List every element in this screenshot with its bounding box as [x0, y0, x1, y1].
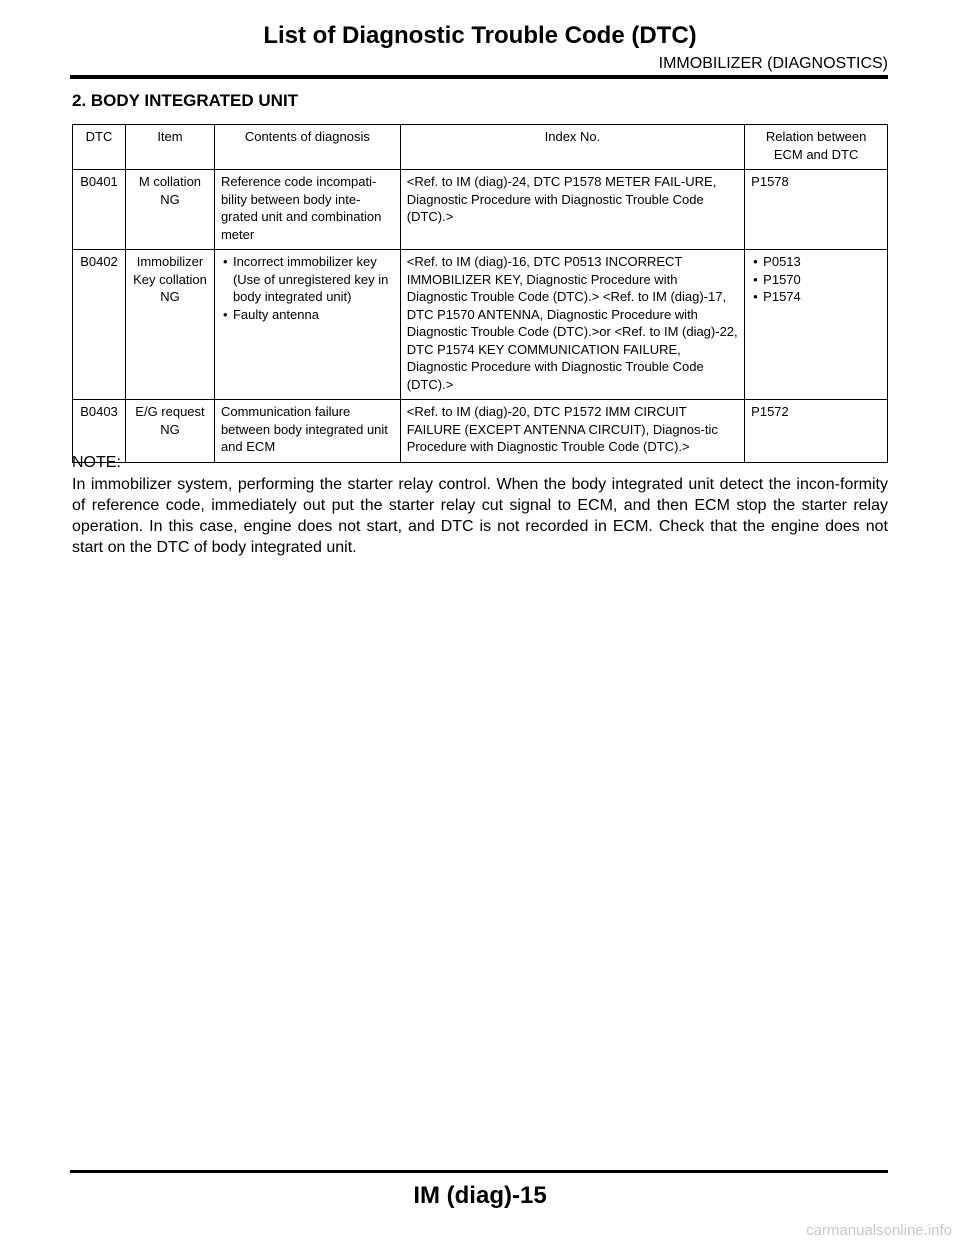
relation-bullet-item: • P1570 [751, 271, 881, 289]
item-cell: E/G request NG [125, 400, 214, 463]
section-label: IMMOBILIZER (DIAGNOSTICS) [658, 55, 888, 72]
column-header: Item [125, 125, 214, 170]
item-cell: Immobilizer Key collation NG [125, 250, 214, 400]
note-label: NOTE: [72, 454, 121, 471]
column-header: DTC [73, 125, 126, 170]
relation-bullet-item: • P1574 [751, 288, 881, 306]
page-number: IM (diag)-15 [413, 1182, 547, 1209]
relation-bullet-item: • P0513 [751, 253, 881, 271]
dtc-table [72, 124, 888, 463]
dtc-code-cell: B0403 [73, 400, 126, 463]
index-cell: <Ref. to IM (diag)-16, DTC P0513 INCORRECT IMMOBILIZER KEY, Diagnostic Procedure with Diagnostic Trouble Code (DTC).> <Ref. to IM (diag)-17, DTC P1570 ANTENNA, Diagnostic Procedure with Diagnostic Trouble Code (DTC).>or <Ref. to IM (diag)-22, DTC P1574 KEY COMMUNICATION FAILURE, Diagnostic Procedure with Diagnostic Trouble Code (DTC).> [400, 250, 744, 400]
contents-bullet-item: • Faulty antenna [221, 306, 394, 324]
column-header: Contents of diagnosis [214, 125, 400, 170]
note-text: In immobilizer system, performing the starter relay control. When the body integrated unit detect the incon-formity of reference code, immediately out put the starter relay cut signal to ECM, and then ECM stop the starter relay operation. In this case, engine does not start, and DTC is not recorded in ECM. Check that the engine does not start on the DTC of body integrated unit. [72, 476, 888, 556]
dtc-code-cell: B0402 [73, 250, 126, 400]
section-heading: 2. BODY INTEGRATED UNIT [72, 91, 299, 110]
contents-cell: Reference code incompati-bility between body inte-grated unit and combination meter [214, 170, 400, 250]
index-cell: <Ref. to IM (diag)-24, DTC P1578 METER FAIL-URE, Diagnostic Procedure with Diagnostic Trouble Code (DTC).> [400, 170, 744, 250]
table-header-row [73, 125, 888, 170]
page-title: List of Diagnostic Trouble Code (DTC) [263, 22, 697, 49]
contents-cell [214, 250, 400, 400]
table-row [73, 400, 888, 463]
column-header: Index No. [400, 125, 744, 170]
footer-rule [70, 1170, 888, 1173]
table-row [73, 250, 888, 400]
watermark: carmanualsonline.info [806, 1222, 952, 1239]
item-cell: M collation NG [125, 170, 214, 250]
table-row [73, 170, 888, 250]
header-rule [70, 75, 888, 79]
dtc-code-cell: B0401 [73, 170, 126, 250]
relation-cell: P1572 [745, 400, 888, 463]
column-header: Relation between ECM and DTC [745, 125, 888, 170]
index-cell: <Ref. to IM (diag)-20, DTC P1572 IMM CIRCUIT FAILURE (EXCEPT ANTENNA CIRCUIT), Diagnos-tic Procedure with Diagnostic Trouble Code (DTC).> [400, 400, 744, 463]
contents-cell: Communication failure between body integrated unit and ECM [214, 400, 400, 463]
relation-cell: P1578 [745, 170, 888, 250]
relation-cell [745, 250, 888, 400]
contents-bullet-item: • Incorrect immobilizer key (Use of unregistered key in body integrated unit) [221, 253, 394, 306]
